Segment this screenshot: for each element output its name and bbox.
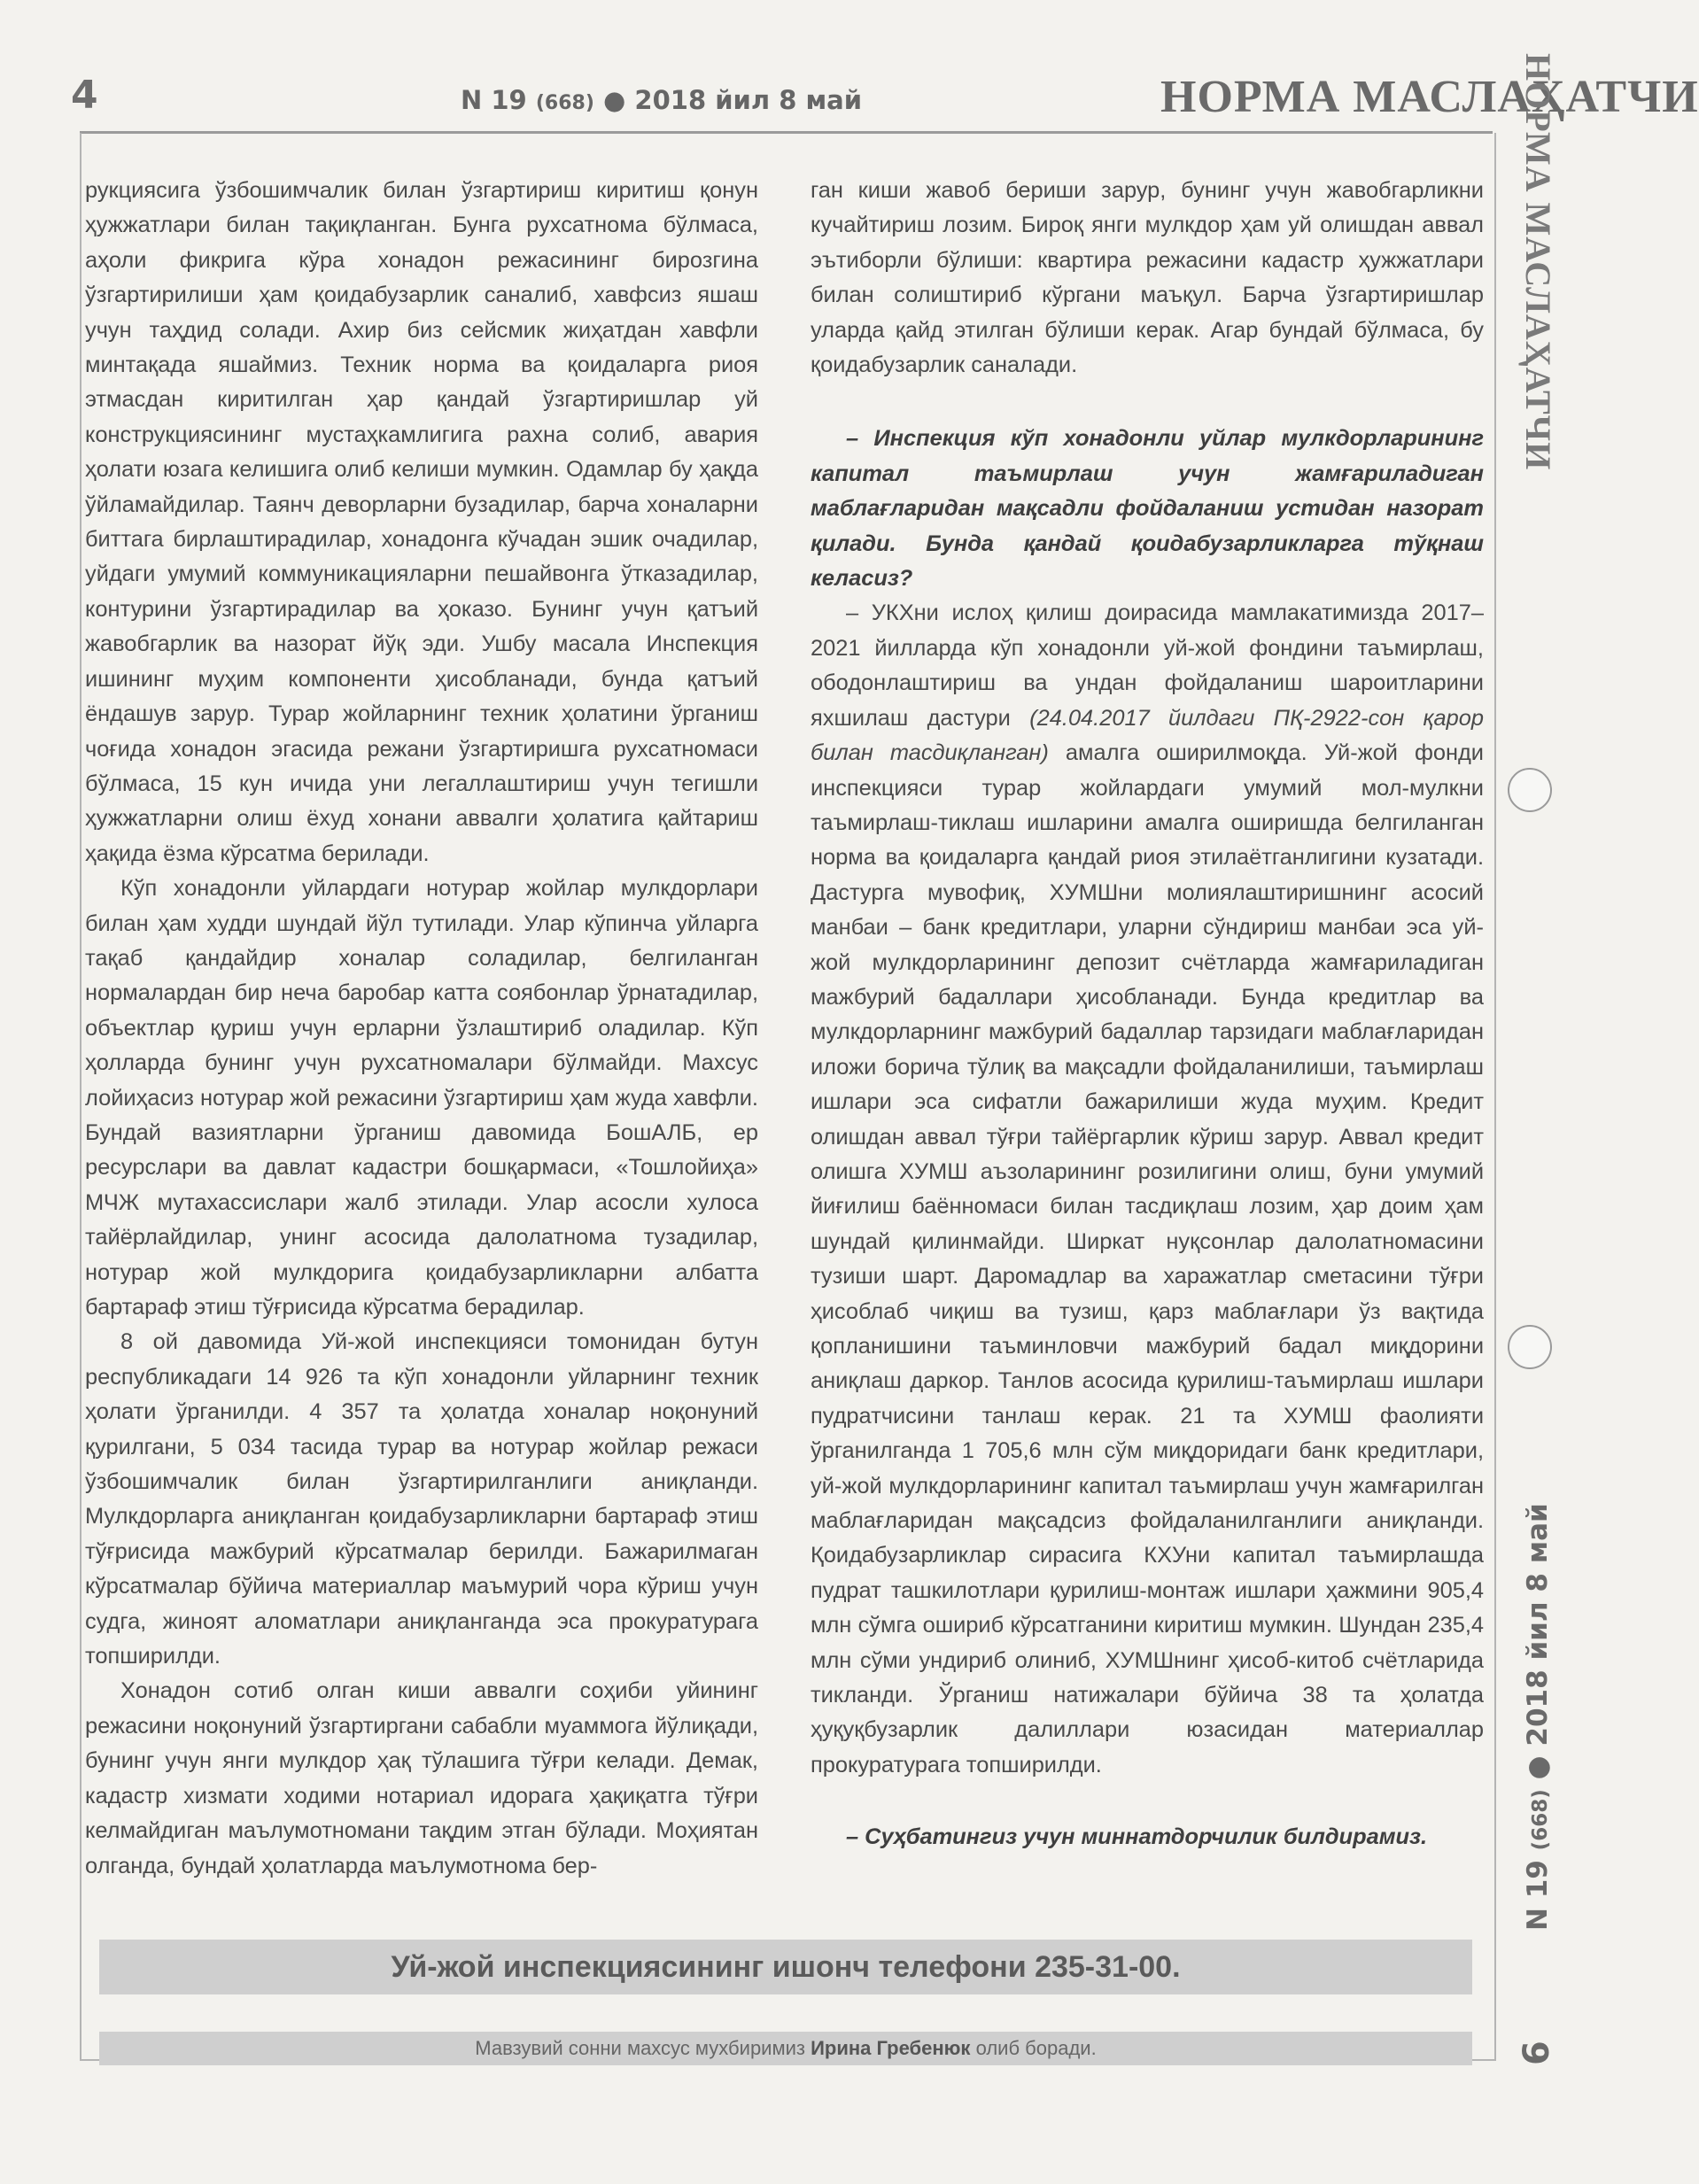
article-paragraph: рукциясига ўзбошимчалик билан ўзгартириш киритиш қонун ҳужжатлари билан тақиқланган. Бунга рухсатнома бўлмаса, аҳоли фикрига кўра хонадон режасининг бирозгина ўзгартирилиши ҳам қоидабузарлик саналиб, хавфсиз яшаш учун таҳдид солади. Ахир биз сейсмик жиҳатдан хавфли минтақада яшаймиз. Техник норма ва қоидаларга риоя этмасдан киритилган ҳар қандай ўзгартиришлар уй конструкциясининг мустаҳкамлигига рахна солиб, авария ҳолати юзага келишига олиб келиши мумкин. Одамлар бу ҳақда ўйламайдилар. Таянч деворларни бузадилар, барча хоналарни биттага бирлаштирадилар, хонадонга кўчадан эшик очадилар, уйдаги умумий коммуникацияларни пешайвонга ўтказадилар, контурини ўзгартирадилар ва ҳоказо. Бунинг учун қатъий жавобгарлик ва назорат йўқ эди. Ушбу масала Инспекция ишининг муҳим компоненти ҳисобланади, бунда қатъий ёндашув зарур. Турар жойларнинг техник ҳолатини ўрганиш чоғида хонадон эгасида режани ўзгартиришга рухсатномаси бўлмаса, 15 кун ичида уни легаллаштириш учун тегишли ҳужжатларни олиш ёхуд хонани аввалги ҳолатига қайтариш ҳақида ёзма кўрсатма берилади. [85, 178, 758, 866]
side-issue-total-number: (668) [1529, 1789, 1552, 1851]
punch-hole-icon [1508, 768, 1552, 812]
issue-date: 2018 йил 8 май [634, 85, 863, 115]
answer-text: амалга оширилмоқда. Уй-жой фонди инспекцияси турар жойлардаги умумий мол-мулкни таъмирлаш-тиклаш ишларини амалга оширишда белгиланган норма ва қоидаларга қандай риоя этилаётганлигини кузатади. Дастурга мувофиқ, ХУМШни молиялаштиришнинг асосий манбаи – банк кредитлари, уларни сўндириш манбаи эса уй-жой мулкдорларининг депозит счётларда жамғариладиган мажбурий бадаллари ҳисобланади. Бунда кредитлар ва мулкдорларнинг мажбурий бадаллар тарзидаги маблағларидан иложи борича тўлиқ ва мақсадли фойдаланилиши, таъмирлаш ишлари эса сифатли бажарилиши жуда муҳим. Кредит олишдан аввал тўғри тайёргарлик кўриш зарур. Аввал кредит олишга ХУМШ аъзоларининг розилигини олиш, буни умумий йиғилиш баённомаси билан тасдиқлаш лозим, ҳар доим ҳам шундай қилинмайди. Ширкат нуқсонлар далолатномасини тузиши шарт. Даромадлар ва харажатлар сметасини тўғри ҳисоблаб чиқиш ва тузиш, қарз маблағлари ўз вақтида қопланишини таъминловчи мажбурий бадал миқдорини аниқлаш даркор. Танлов асосида қурилиш-таъмирлаш ишлари пудратчисини танлаш керак. 21 та ХУМШ фаолияти ўрганилганда 1 705,6 млн сўм миқдоридаги банк кредитлари, уй-жой мулкдорларининг капитал таъмирлаш учун жамғарилган маблағларидан мақсадсиз фойдаланилганлиги аниқланди. Қоидабузарликлар сирасига КХУни капитал таъмирлашда пудрат ташкилотлари қурилиш-монтаж ишлари ҳажмини 905,4 млн сўмга ошириб кўрсатганини киритиш мумкин. Шундан 235,4 млн сўми ундириб олиниб, ХУМШнинг ҳисоб-китоб счётларида тикланди. Ўрганиш натижалари бўйича 38 та ҳолатда ҳуқуқбузарлик далиллари юзасидан материаллар прокуратурага топширилди. [811, 740, 1484, 1777]
issue-total-number: (668) [535, 92, 594, 114]
article-paragraph: Хонадон сотиб олган киши аввалги соҳиби уйининг режасини ноқонуний ўзгартиргани сабабли муаммога йўлиқади, бунинг учун янги мулкдор ҳақ тўлашига тўғри келади. Демак, кадастр хизмати ходими нотариал идорага ҳақиқатга тўғри келмайдиган маълумотномани тақдим этган бўлади. Моҳиятан олганда, бундай ҳолатларда маълумотнома бер- [85, 1678, 758, 1878]
article-paragraph: ган киши жавоб бериши зарур, бунинг учун жавобгарликни кучайтириш лозим. Бироқ янги мулкдор ҳам уй олишдан аввал эътиборли бўлиши: квартира режасини кадастр ҳужжатлари билан солиштириб кўргани маъқул. Барча ўзгартиришлар уларда қайд этилган бўлиши керак. Агар бундай бўлмаса, бу қоидабузарлик саналади. [811, 178, 1484, 378]
article-column-right [811, 174, 1484, 1855]
issue-info [461, 85, 862, 115]
side-masthead: НОРМА МАСЛАҲАТЧИ [1518, 53, 1558, 471]
credit-suffix: олиб боради. [975, 2037, 1097, 2059]
interview-answer [811, 596, 1484, 1783]
article-column-left [85, 174, 758, 1884]
hotline-banner: Уй-жой инспекциясининг ишонч телефони 235-31-00. [99, 1940, 1472, 1994]
issue-number: N 19 [461, 85, 527, 115]
interview-question: – Инспекция кўп хонадонли уйлар мулкдорларининг капитал таъмирлаш учун жамғариладиган маблағларидан мақсадли фойдаланиш устидан назорат қилади. Бунда қандай қоидабузарликларга тўқнаш келасиз? [811, 426, 1484, 592]
legal-reference: (24.04.2017 йилдаги ПҚ-2922-сон қарор билан тасдиқланган) [811, 705, 1485, 766]
side-issue-date: 2018 йил 8 май [1522, 1503, 1554, 1746]
interview-closing: – Суҳбатингиз учун миннатдорчилик билдирамиз. [846, 1824, 1428, 1850]
side-issue-info [1522, 1503, 1554, 1931]
page-number-right: 6 [1517, 2041, 1557, 2065]
page-number-left: 4 [71, 73, 98, 118]
side-bullet-icon: ● [1522, 1755, 1554, 1780]
bullet-icon: ● [603, 85, 626, 115]
side-issue-number: N 19 [1522, 1860, 1554, 1931]
answer-text: – УКХни ислоҳ қилиш доирасида мамлакатимизда 2017–2021 йилларда кўп хонадонли уй-жой фондини таъмирлаш, ободонлаштириш ва ундан фойдаланиш шароитларини яхшилаш дастури [811, 600, 1484, 731]
credit-author: Ирина Гребенюк [811, 2037, 971, 2059]
credit-prefix: Мавзувий сонни махсус мухбиримиз [475, 2037, 805, 2059]
article-paragraph: 8 ой давомида Уй-жой инспекцияси томонидан бутун республикадаги 14 926 та кўп хонадонли уйларнинг техник ҳолати ўрганилди. 4 357 та ҳолатда хоналар ноқонуний қурилгани, 5 034 тасида турар ва нотурар жойлар режаси ўзбошимчалик билан ўзгартирилганлиги аниқланди. Мулкдорларга аниқланган қоидабузарликларни бартараф этиш тўғрисида мажбурий кўрсатмалар берилди. Бажарилмаган кўрсатмалар бўйича материаллар маъмурий чора кўриш учун судга, жиноят аломатлари аниқланганда эса прокуратурага топширилди. [85, 1329, 758, 1669]
article-paragraph: Кўп хонадонли уйлардаги нотурар жойлар мулкдорлари билан ҳам худди шундай йўл тутилади. Улар кўпинча уйларга тақаб қандайдир хоналар соладилар, белгиланган нормалардан бир неча баробар катта соябонлар ўрнатадилар, объектлар қуриш учун ерларни ўзлаштириб оладилар. Кўп ҳолларда бунинг учун рухсатномалари бўлмайди. Махсус лойиҳасиз нотурар жой режасини ўзгартириш ҳам жуда хавфли. Бундай вазиятларни ўрганиш давомида БошАЛБ, ер ресурслари ва давлат кадастри бошқармаси, «Тошлойиҳа» МЧЖ мутахассислари жалб этилади. Улар асосли хулоса тайёрлайдилар, унинг асосида далолатнома тузадилар, нотурар жой мулкдорига қоидабузарликларни албатта бартараф этиш тўғрисида кўрсатма берадилар. [85, 876, 758, 1320]
newspaper-masthead: НОРМА МАСЛАҲАТЧИ [1160, 72, 1699, 122]
credit-line [99, 2032, 1472, 2065]
punch-hole-icon [1508, 1325, 1552, 1369]
